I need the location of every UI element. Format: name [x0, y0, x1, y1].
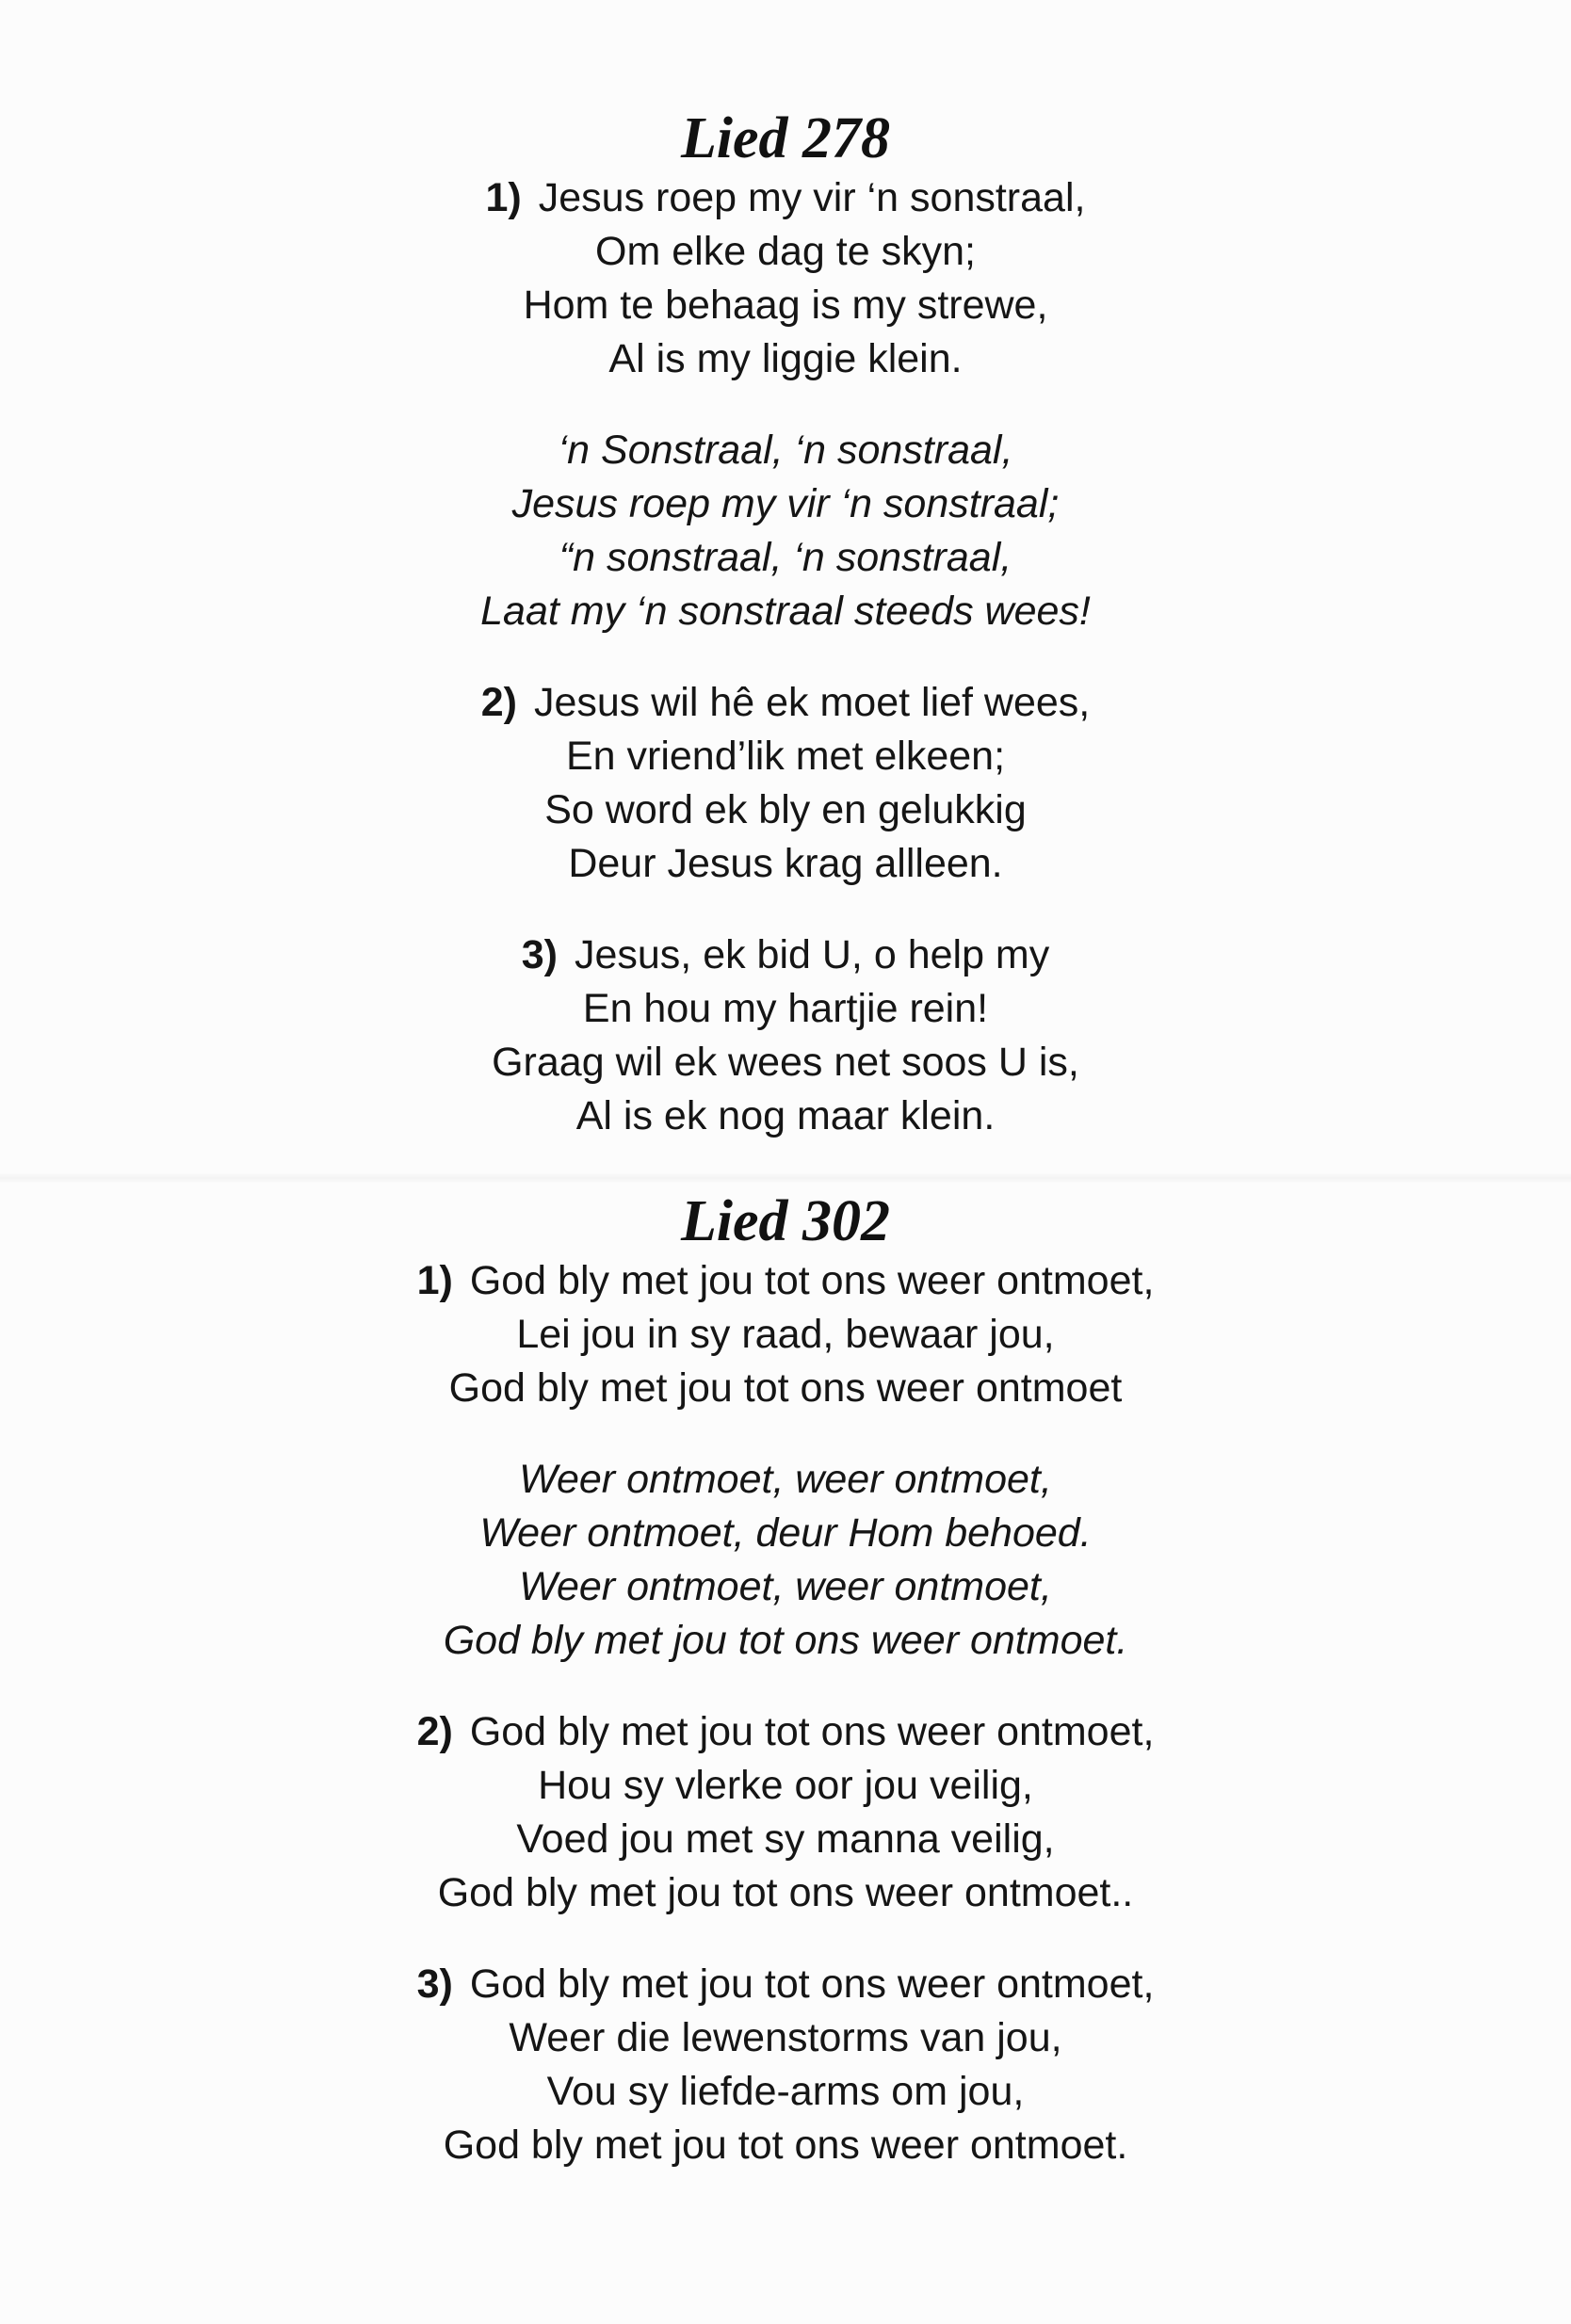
stanza-line: God bly met jou tot ons weer ontmoet [448, 1365, 1123, 1411]
refrain-line: Weer ontmoet, weer ontmoet, [519, 1457, 1052, 1502]
refrain-line: Weer ontmoet, deur Hom behoed. [479, 1510, 1092, 1556]
stanza-line: 3) Jesus, ek bid U, o help my [521, 932, 1050, 977]
refrain-line: Jesus roep my vir ‘n sonstraal; [511, 481, 1060, 526]
verse-number: 1) [485, 175, 522, 220]
stanza-line: Graag wil ek wees net soos U is, [492, 1040, 1079, 1085]
stanza-line: Deur Jesus krag allleen. [568, 841, 1003, 886]
stanza-2 [0, 1705, 1571, 1920]
verse-number: 3) [416, 1961, 453, 2007]
refrain-line: God bly met jou tot ons weer ontmoet. [443, 1618, 1128, 1663]
stanza-line: God bly met jou tot ons weer ontmoet. [443, 2122, 1128, 2168]
hymn-title: Lied 302 [680, 1189, 891, 1253]
verse-number: 1) [416, 1258, 453, 1303]
verse-number: 2) [480, 680, 517, 725]
stanza-line: Lei jou in sy raad, bewaar jou, [516, 1312, 1055, 1357]
verse-number: 3) [521, 932, 558, 977]
stanza-line: Weer die lewenstorms van jou, [509, 2015, 1062, 2060]
stanza-line: En hou my hartjie rein! [582, 986, 989, 1031]
stanza-line: 3) God bly met jou tot ons weer ontmoet, [416, 1961, 1155, 2007]
verse-number: 2) [416, 1709, 453, 1754]
refrain-line: “n sonstraal, ‘n sonstraal, [559, 535, 1012, 580]
hymn-278 [0, 105, 1571, 1143]
stanza-3 [0, 1958, 1571, 2172]
stanza-line: 1) Jesus roep my vir ‘n sonstraal, [485, 175, 1086, 220]
stanza-line: 2) Jesus wil hê ek moet lief wees, [480, 680, 1091, 725]
refrain [0, 424, 1571, 638]
stanza-line: God bly met jou tot ons weer ontmoet.. [437, 1870, 1134, 1915]
stanza-1 [0, 171, 1571, 386]
refrain-line: Laat my ‘n sonstraal steeds wees! [480, 589, 1091, 634]
stanza-2 [0, 676, 1571, 891]
refrain-line: ‘n Sonstraal, ‘n sonstraal, [558, 428, 1013, 473]
stanza-1 [0, 1254, 1571, 1415]
stanza-line: En vriend’lik met elkeen; [565, 734, 1006, 779]
refrain-line: Weer ontmoet, weer ontmoet, [519, 1564, 1052, 1609]
stanza-line: Al is my liggie klein. [608, 336, 963, 381]
stanza-line: So word ek bly en gelukkig [544, 787, 1027, 832]
stanza-line: Hou sy vlerke oor jou veilig, [538, 1763, 1033, 1808]
stanza-line: Al is ek nog maar klein. [575, 1093, 996, 1138]
stanza-line: Hom te behaag is my strewe, [523, 282, 1048, 328]
refrain [0, 1453, 1571, 1668]
stanza-line: 2) God bly met jou tot ons weer ontmoet, [416, 1709, 1155, 1754]
hymn-302 [0, 1188, 1571, 2172]
paper-fold-line [0, 1172, 1571, 1184]
stanza-line: Voed jou met sy manna veilig, [516, 1816, 1055, 1862]
stanza-line: Vou sy liefde-arms om jou, [546, 2069, 1025, 2114]
stanza-3 [0, 928, 1571, 1143]
hymn-title: Lied 278 [680, 106, 891, 170]
stanza-line: 1) God bly met jou tot ons weer ontmoet, [416, 1258, 1155, 1303]
stanza-line: Om elke dag te skyn; [595, 229, 976, 274]
